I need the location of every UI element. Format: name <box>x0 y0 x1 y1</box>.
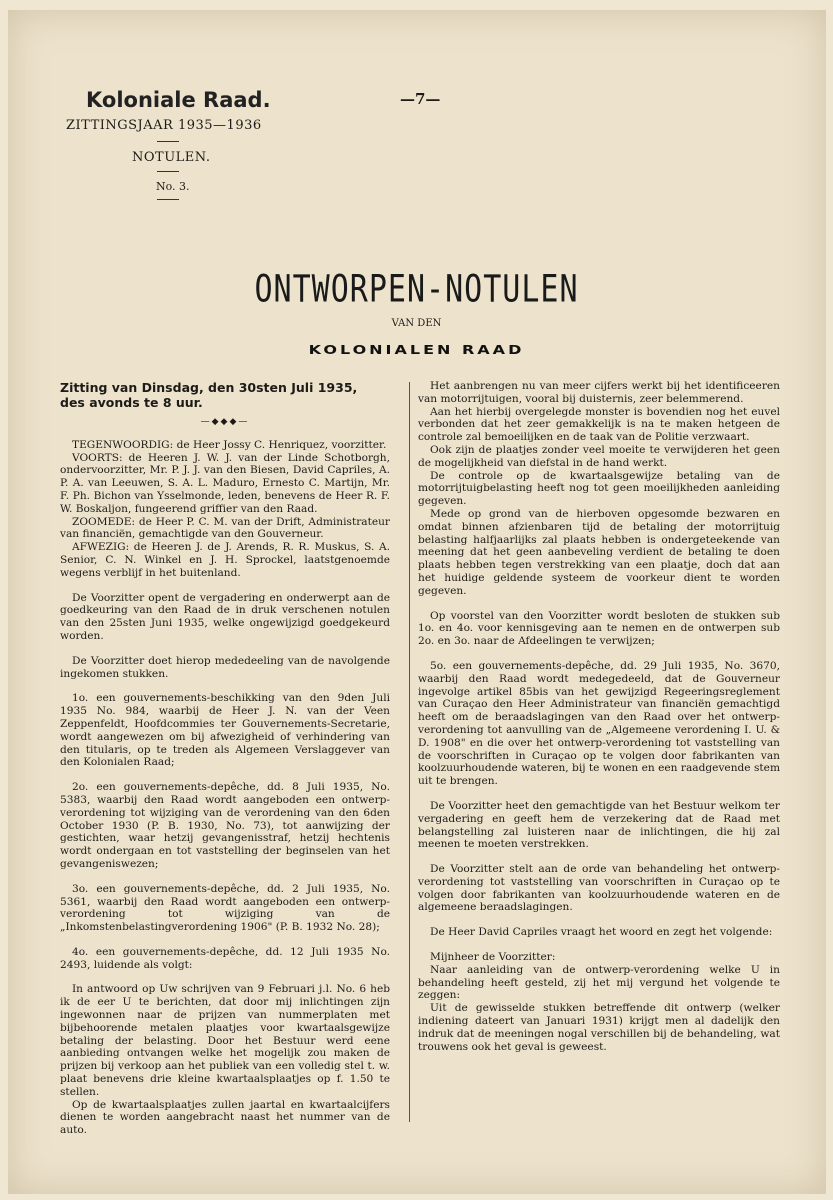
paragraph: Mijnheer de Voorzitter: <box>430 951 556 964</box>
sitting-heading <box>60 380 390 410</box>
page-number: —7— <box>400 90 441 108</box>
paragraph: 4o. een gouvernements-depêche, dd. 12 Juli 1935 No. 2493, luidende als volgt: <box>60 945 390 971</box>
document-title: ONTWORPEN-NOTULEN <box>254 267 579 312</box>
paragraph: De controle op de kwartaalsgewijze betaling van de motorrijtuigbelasting heeft nog tot geen moeilijkheden aanleiding gegeven. <box>418 469 780 508</box>
paragraph: Op voorstel van den Voorzitter wordt besloten de stukken sub 1o. en 4o. voor kennisgeving aan te nemen en de ontwerpen sub 2o. en 3o. naar de Afdeelingen te verwijzen; <box>418 609 780 648</box>
right-column <box>418 380 780 1053</box>
paragraph: De Voorzitter stelt aan de orde van behandeling het ontwerp-verordening tot vaststelling van voorschriften in Curaçao op te volgen door fabrikanten van koolzuurhoudende wateren en de algemeene beraadslagingen. <box>418 863 780 914</box>
paragraph: Het aanbrengen nu van meer cijfers werkt bij het identificeeren van motorrijtuigen, vooral bij duisternis, zeer belemmerend. <box>418 380 780 405</box>
column-divider <box>409 382 410 1122</box>
paragraph: 1o. een gouvernements-beschikking van den 9den Juli 1935 No. 984, waarbij de Heer J. N. van der Veen Zeppenfeldt, Hoofdcommies ter Gouvernements-Secretarie, wordt aangewezen om bij afwezigheid of verhindering van den titularis, op te treden als Algemeen Verslaggever van den Kolonialen Raad; <box>60 692 390 769</box>
paragraph: In antwoord op Uw schrijven van 9 Februari j.l. No. 6 heb ik de eer U te berichten, dat door mij inlichtingen zijn ingewonnen naar de prijzen van nummerplaten met bijbehoorende metalen plaatjes voor kwartaalsgewijze betaling der belasting. Door het Bestuur werd eene aanbieding ontvangen welke het mogelijk zou maken de prijzen bij verkoop aan het publiek van een volledig stel t. w. plaat benevens drie kleine kwartaalsplaatjes op f. 1.50 te stellen. <box>60 983 390 1098</box>
session-year: ZITTINGSJAAR 1935—1936 <box>66 118 262 133</box>
paragraph: 5o. een gouvernements-depêche, dd. 29 Juli 1935, No. 3670, waarbij den Raad wordt medegedeeld, dat de Gouverneur ingevolge artikel 85bis van het gewijzigd Regeeringsreglement van Curaçao den Heer Administrateur van financiën gemachtigd heeft om de beraadslagingen van den Raad over het ontwerp-verordening tot aanvulling van de „Algemeene verordening I. U. & D. 1908" en die over het ontwerp-verordening tot vaststelling van de voorschriften in Curaçao op te volgen door fabrikanten van koolzuurhoudende wateren, bij te wonen en een raadgevende stem uit te brengen. <box>418 659 780 788</box>
paragraph: Mede op grond van de hierboven opgesomde bezwaren en omdat binnen afzienbaren tijd de betaling der motorrijtuig belasting halfjaarlijks zal plaats hebben is ondergeteekende van meening dat het geen aanbeveling verdient de betaling te doen plaats hebben tegen verstrekking van een plaatje, doch dat aan het huidige geldende systeem de voorkeur dient te worden gegeven. <box>418 507 780 597</box>
paragraph: VOORTS: de Heeren J. W. J. van der Linde Schotborgh, ondervoorzitter, Mr. P. J. J. van den Biesen, David Capriles, A. P. A. van Leeuwen, S. A. L. Maduro, Ernesto C. Martijn, Mr. F. Ph. Bichon van Ysselmonde, leden, benevens de Heer R. F. W. Boskaljon, fungeerend griffier van den Raad. <box>60 451 390 515</box>
issue-number: No. 3. <box>156 180 190 193</box>
ornament: —◆◆◆— <box>200 417 250 427</box>
sitting-line-2: des avonds te 8 uur. <box>60 395 203 410</box>
paragraph: 3o. een gouvernements-depêche, dd. 2 Juli 1935, No. 5361, waarbij den Raad wordt aangeboden een ontwerp-verordening tot wijziging van de „Inkomstenbelastingverordening 1906" (P. B. 1932 No. 28); <box>60 882 390 934</box>
sitting-line-1: Zitting van Dinsdag, den 30sten Juli 1935, <box>60 380 358 395</box>
paragraph: AFWEZIG: de Heeren J. de J. Arends, R. R. Muskus, S. A. Senior, C. N. Winkel en J. H. Sprockel, laatstgenoemde wegens verblijf in het buitenland. <box>60 541 390 579</box>
subtitle-van-den: VAN DEN <box>391 318 442 329</box>
paragraph: De Heer David Capriles vraagt het woord en zegt het volgende: <box>430 926 773 939</box>
divider <box>157 141 179 142</box>
council-title: Koloniale Raad. <box>86 88 271 112</box>
council-name-banner: KOLONIALEN RAAD <box>308 341 525 358</box>
paragraph: Uit de gewisselde stukken betreffende dit ontwerp (welker indiening dateert van Januari 1931) krijgt men al dadelijk den indruk dat de meeningen nogal verschillen bij de behandeling, wat trouwens ook het geval is geweest. <box>418 1002 780 1053</box>
paragraph: Op de kwartaalsplaatjes zullen jaartal en kwartaalcijfers dienen te worden aangebracht naast het nummer van de auto. <box>60 1098 390 1137</box>
paragraph: De Voorzitter opent de vergadering en onderwerpt aan de goedkeuring van den Raad de in druk verschenen notulen van den 25sten Juni 1935, welke ongewijzigd goedgekeurd worden. <box>60 591 390 642</box>
paragraph: TEGENWOORDIG: de Heer Jossy C. Henriquez, voorzitter. <box>72 438 387 451</box>
paragraph: Ook zijn de plaatjes zonder veel moeite te verwijderen het geen de mogelijkheid van diefstal in de hand werkt. <box>418 443 780 469</box>
paragraph: 2o. een gouvernements-depêche, dd. 8 Juli 1935, No. 5383, waarbij den Raad wordt aangeboden een ontwerp-verordening tot wijziging van de verordening van den 6den October 1930 (P. B. 1930, No. 73), tot aanwijzing der gestichten, waar hetzij gevangenisstraf, hetzij hechtenis wordt ondergaan en tot vaststelling der beginselen van het gevangeniswezen; <box>60 781 390 870</box>
paragraph: ZOOMEDE: de Heer P. C. M. van der Drift, Administrateur van financiën, gemachtigde van den Gouverneur. <box>60 515 390 541</box>
section-label: NOTULEN. <box>132 150 211 165</box>
divider <box>157 171 179 172</box>
left-column <box>60 380 390 1137</box>
paragraph: De Voorzitter doet hierop mededeeling van de navolgende ingekomen stukken. <box>60 654 390 680</box>
paragraph: De Voorzitter heet den gemachtigde van het Bestuur welkom ter vergadering en geeft hem de verzekering dat de Raad met belangstelling zal luisteren naar de inlichtingen, die hij zal meenen te moeten verstrekken. <box>418 799 780 851</box>
paragraph: Aan het hierbij overgelegde monster is bovendien nog het euvel verbonden dat het zeer gemakkelijk is na te maken hetgeen de controle zal bemoeilijken en de taak van de Politie verzwaart. <box>418 405 780 444</box>
paragraph: Naar aanleiding van de ontwerp-verordening welke U in behandeling heeft gesteld, zij het mij vergund het volgende te zeggen: <box>418 963 780 1002</box>
divider <box>157 199 179 200</box>
